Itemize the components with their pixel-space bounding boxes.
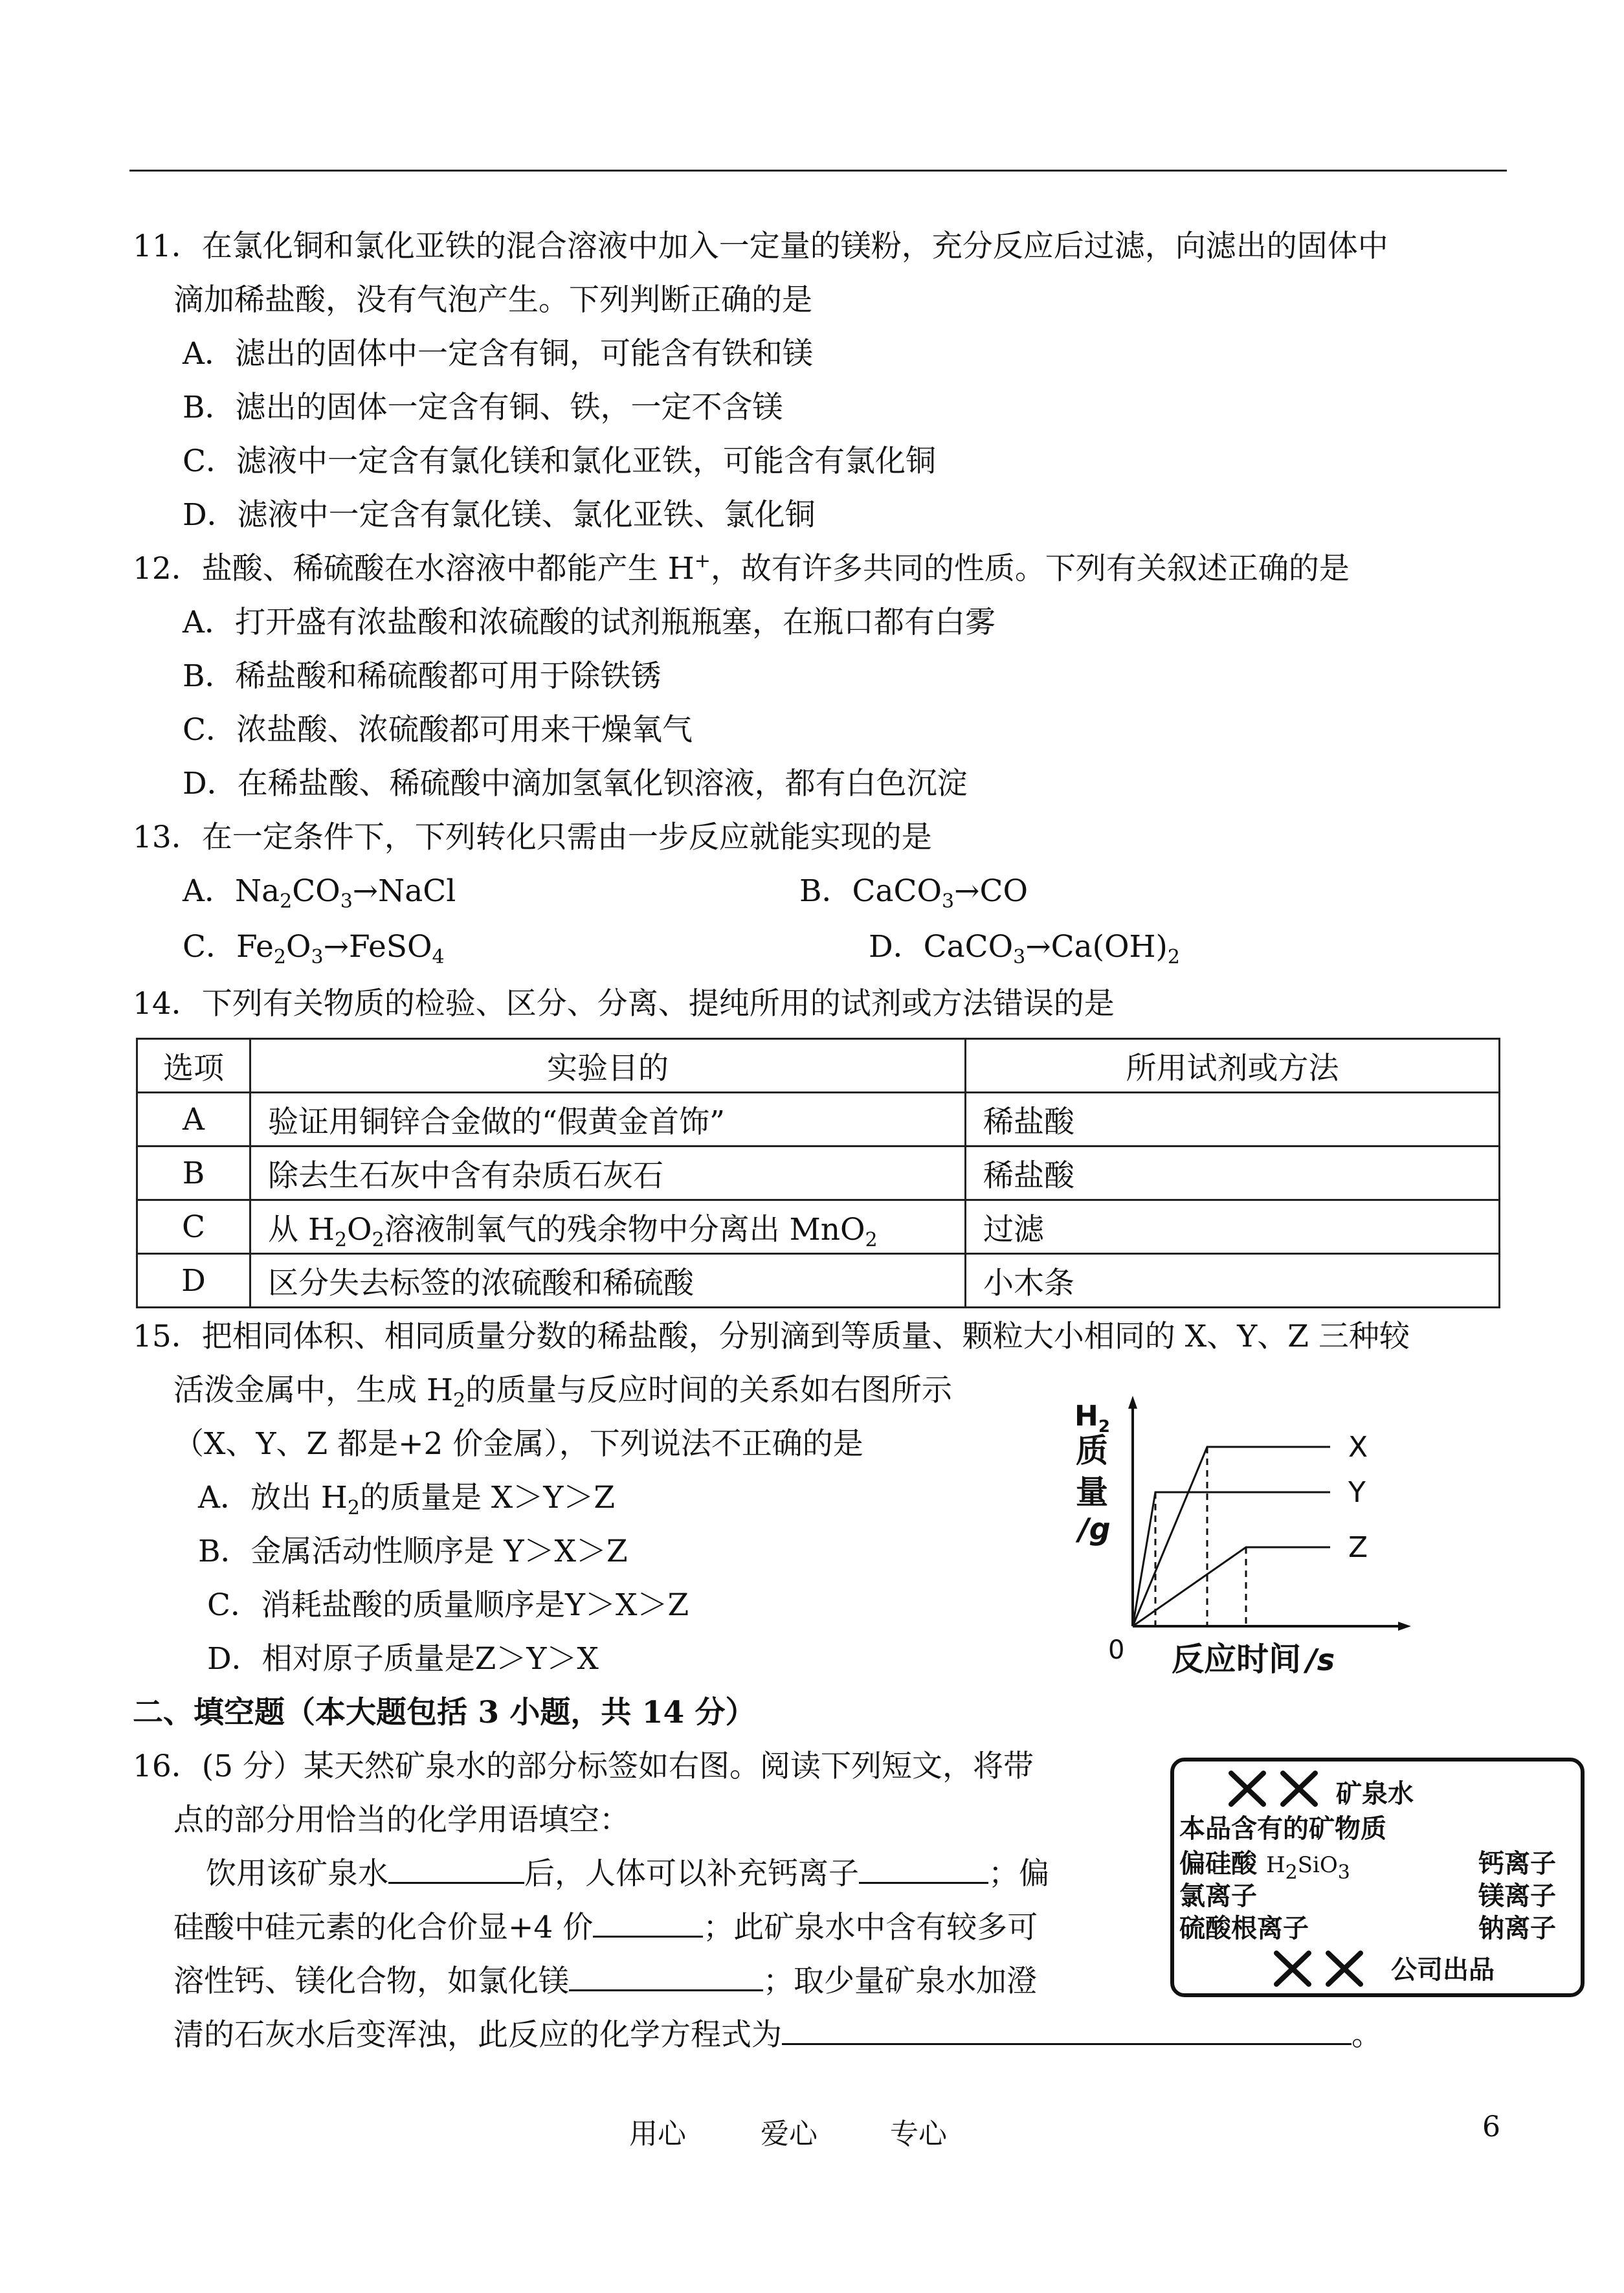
- label-maker: 公司出品: [1391, 1955, 1495, 1985]
- q15-option-b: B．金属活动性顺序是 Y＞X＞Z: [198, 1534, 628, 1569]
- table-header-row: [137, 1039, 1500, 1093]
- q13-option-d: D．$CaCO_3\to Ca(OH)_2$: [869, 929, 1180, 968]
- q11-stem-2: 滴加稀盐酸，没有气泡产生。下列判断正确的是: [173, 282, 812, 318]
- q11-option-b: B．滤出的固体一定含有铜、铁，一定不含镁: [183, 390, 783, 425]
- answer-blank-5[interactable]: [782, 2017, 1351, 2045]
- series-z-line: [1133, 1547, 1330, 1626]
- series-y-label: Y: [1348, 1476, 1366, 1509]
- table-header-option: 选项: [137, 1039, 250, 1093]
- q14-stem: 14．下列有关物质的检验、区分、分离、提纯所用的试剂或方法错误的是: [133, 986, 1115, 1022]
- q15-option-c: C．消耗盐酸的质量顺序是Y＞X＞Z: [207, 1587, 689, 1623]
- page-number: 6: [1482, 2110, 1500, 2143]
- table-cell-option: D: [137, 1254, 250, 1308]
- table-cell-method: 稀盐酸: [966, 1146, 1500, 1200]
- table-cell-option: A: [137, 1093, 250, 1146]
- header-rule: [129, 170, 1507, 172]
- answer-blank-4[interactable]: [569, 1963, 763, 1991]
- q13-option-a: A．$Na_2CO_3\to NaCl$: [183, 873, 456, 913]
- x-axis-label: 反应时间: [1172, 1640, 1301, 1677]
- table-row: [137, 1200, 1500, 1254]
- table-cell-goal: 区分失去标签的浓硫酸和稀硫酸: [250, 1254, 966, 1308]
- q15-stem-2: 活泼金属中，生成 $H_2$的质量与反应时间的关系如右图所示: [173, 1372, 953, 1412]
- footer-motto-3: 专心: [890, 2118, 947, 2151]
- answer-blank-1[interactable]: [388, 1856, 524, 1884]
- table-cell-goal: 验证用铜锌合金做的“假黄金首饰”: [250, 1093, 966, 1146]
- q13-stem: 13．在一定条件下，下列转化只需由一步反应就能实现的是: [133, 820, 932, 855]
- q13-option-c: C．$Fe_2O_3\to FeSO_4$: [183, 929, 445, 968]
- q11-option-a: A．滤出的固体中一定含有铜，可能含有铁和镁: [183, 336, 813, 372]
- section-2-heading: 二、填空题（本大题包括 3 小题，共 14 分）: [133, 1695, 756, 1730]
- q12-option-a: A．打开盛有浓盐酸和浓硫酸的试剂瓶瓶塞，在瓶口都有白雾: [183, 605, 996, 640]
- q12-option-d: D．在稀盐酸、稀硫酸中滴加氢氧化钡溶液，都有白色沉淀: [183, 766, 968, 801]
- table-row: [137, 1146, 1500, 1200]
- table-cell-method: 过滤: [966, 1200, 1500, 1254]
- label-row-3-left: 硫酸根离子: [1179, 1914, 1309, 1943]
- q16-line-3: 饮用该矿泉水 后，人体可以补充钙离子 ；偏: [206, 1856, 1049, 1892]
- table-cell-option: C: [137, 1200, 250, 1254]
- table-cell-method: 稀盐酸: [966, 1093, 1500, 1146]
- q15-stem-3: （X、Y、Z 都是+2 价金属），下列说法不正确的是: [173, 1426, 863, 1462]
- y-axis-unit: /g: [1078, 1512, 1111, 1547]
- series-x-label: X: [1348, 1431, 1368, 1464]
- q11-option-d: D．滤液中一定含有氯化镁、氯化亚铁、氯化铜: [183, 497, 816, 533]
- q12-option-c: C．浓盐酸、浓硫酸都可用来干燥氧气: [183, 712, 693, 748]
- q16-line-2: 点的部分用恰当的化学用语填空：: [173, 1802, 630, 1838]
- x-axis-unit: /s: [1306, 1642, 1335, 1677]
- q11-stem-1: 11．在氯化铜和氯化亚铁的混合溶液中加入一定量的镁粉，充分反应后过滤，向滤出的固体中: [133, 229, 1388, 264]
- q15-option-a: A．放出 $H_2$的质量是 X＞Y＞Z: [198, 1480, 616, 1519]
- footer-motto-1: 用心: [629, 2118, 686, 2151]
- mineral-water-label: [1170, 1758, 1585, 1997]
- y-axis-label-1: 质: [1076, 1432, 1108, 1470]
- label-row-1-right: 钙离子: [1478, 1849, 1556, 1879]
- q16-line-1: 16．(5 分）某天然矿泉水的部分标签如右图。阅读下列短文，将带: [133, 1749, 1034, 1784]
- label-row-3-right: 钠离子: [1478, 1914, 1556, 1943]
- origin-label: 0: [1108, 1635, 1125, 1665]
- label-brand: 矿泉水: [1336, 1779, 1414, 1809]
- q13-option-b: B．CaCO$_3$→CO: [799, 873, 1028, 913]
- answer-blank-2[interactable]: [859, 1856, 988, 1884]
- q16-line-4: 硅酸中硅元素的化合价显+4 价 ；此矿泉水中含有较多可: [173, 1910, 1038, 1945]
- q15-option-d: D．相对原子质量是Z＞Y＞X: [207, 1641, 599, 1677]
- q12-option-b: B．稀盐酸和稀硫酸都可用于除铁锈: [183, 658, 662, 694]
- table-cell-goal: 除去生石灰中含有杂质石灰石: [250, 1146, 966, 1200]
- y-axis-label-h: $H_2$: [1074, 1400, 1110, 1437]
- table-row: [137, 1093, 1500, 1146]
- table-row: [137, 1254, 1500, 1308]
- table-cell-goal: 从 $H_2O_2$溶液制氧气的残余物中分离出 MnO$_2$: [250, 1200, 966, 1254]
- q15-stem-1: 15．把相同体积、相同质量分数的稀盐酸，分别滴到等质量、颗粒大小相同的 X、Y、Z 三种较: [133, 1319, 1410, 1354]
- brand-cross-icon: [1226, 1769, 1323, 1808]
- maker-cross-icon: [1271, 1949, 1368, 1988]
- q12-stem: 12．盐酸、稀硫酸在水溶液中都能产生 H+，故有许多共同的性质。下列有关叙述正确的是: [133, 550, 1350, 587]
- y-axis-label-2: 量: [1076, 1473, 1108, 1511]
- q11-option-c: C．滤液中一定含有氯化镁和氯化亚铁，可能含有氯化铜: [183, 443, 936, 479]
- q14-table: [136, 1038, 1500, 1308]
- table-header-goal: 实验目的: [250, 1039, 966, 1093]
- table-header-method: 所用试剂或方法: [966, 1039, 1500, 1093]
- label-row-2-right: 镁离子: [1478, 1881, 1556, 1911]
- series-z-label: Z: [1348, 1531, 1368, 1564]
- label-title: 本品含有的矿物质: [1179, 1814, 1386, 1844]
- q16-line-5: 溶性钙、镁化合物，如氯化镁 ；取少量矿泉水加澄: [173, 1963, 1037, 1999]
- q16-line-6: 清的石灰水后变浑浊，此反应的化学方程式为 。: [173, 2017, 1382, 2053]
- label-row-1-left: 偏硅酸 $H_2SiO_3$: [1179, 1849, 1350, 1884]
- q15-graph: [1062, 1392, 1424, 1677]
- table-cell-option: B: [137, 1146, 250, 1200]
- footer-motto-2: 爱心: [761, 2118, 818, 2151]
- answer-blank-3[interactable]: [593, 1910, 703, 1938]
- table-cell-method: 小木条: [966, 1254, 1500, 1308]
- label-row-2-left: 氯离子: [1179, 1881, 1257, 1911]
- series-x-line: [1133, 1447, 1330, 1626]
